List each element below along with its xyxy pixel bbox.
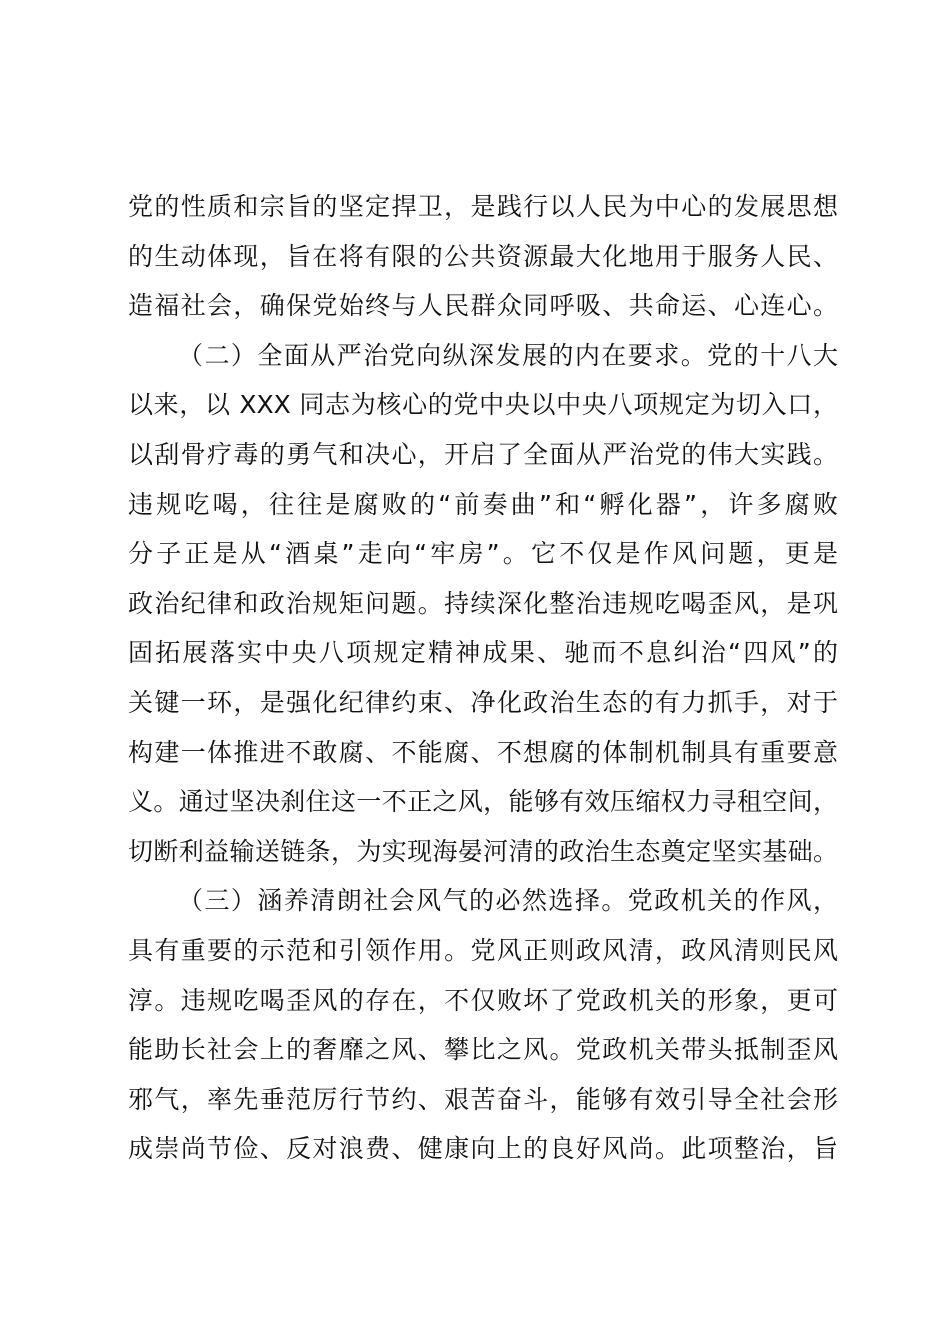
text-line: 的生动体现，旨在将有限的公共资源最大化地用于服务人民、 xyxy=(128,241,838,271)
text-line: 以来，以 XXX 同志为核心的党中央以中央八项规定为切入口， xyxy=(128,390,838,420)
text-line: 分子正是从“酒桌”走向“牢房”。它不仅是作风问题，更是 xyxy=(128,539,838,569)
text-line: 构建一体推进不敢腐、不能腐、不想腐的体制机制具有重要意 xyxy=(128,737,838,767)
text-line: 邪气，率先垂范厉行节约、艰苦奋斗，能够有效引导全社会形 xyxy=(128,1084,838,1114)
text-line: 以刮骨疗毒的勇气和决心，开启了全面从严治党的伟大实践。 xyxy=(128,439,838,469)
text-line: 固拓展落实中央八项规定精神成果、驰而不息纠治“四风”的 xyxy=(128,638,838,668)
section-heading-line: （三）涵养清朗社会风气的必然选择。党政机关的作风， xyxy=(178,886,838,916)
text-line: 党的性质和宗旨的坚定捍卫，是践行以人民为中心的发展思想 xyxy=(128,192,838,221)
text-line: 切断利益输送链条，为实现海晏河清的政治生态奠定坚实基础。 xyxy=(128,836,838,866)
text-line: 违规吃喝，往往是腐败的“前奏曲”和“孵化器”，许多腐败 xyxy=(128,489,838,519)
text-line: 成崇尚节俭、反对浪费、健康向上的良好风尚。此项整治，旨 xyxy=(128,1134,838,1164)
text-line: 政治纪律和政治规矩问题。持续深化整治违规吃喝歪风，是巩 xyxy=(128,588,838,618)
text-line: 关键一环，是强化纪律约束、净化政治生态的有力抓手，对于 xyxy=(128,687,838,717)
text-line: 能助长社会上的奢靡之风、攀比之风。党政机关带头抵制歪风 xyxy=(128,1035,838,1065)
text-line: 造福社会，确保党始终与人民群众同呼吸、共命运、心连心。 xyxy=(128,291,838,321)
body-text xyxy=(128,182,838,1174)
section-heading-line: （二）全面从严治党向纵深发展的内在要求。党的十八大 xyxy=(178,340,838,370)
text-line: 淳。违规吃喝歪风的存在，不仅败坏了党政机关的形象，更可 xyxy=(128,985,838,1015)
text-line: 义。通过坚决刹住这一不正之风，能够有效压缩权力寻租空间， xyxy=(128,787,838,817)
text-line: 具有重要的示范和引领作用。党风正则政风清，政风清则民风 xyxy=(128,935,838,965)
